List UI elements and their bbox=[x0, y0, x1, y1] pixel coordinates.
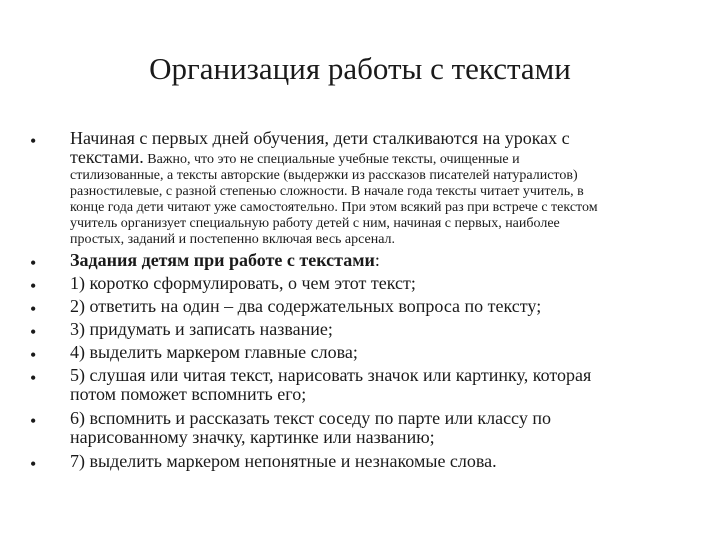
bullet-task: • bbox=[30, 345, 37, 365]
bullet-task: • bbox=[30, 299, 37, 319]
task-line: нарисованному значку, картинке или названию; bbox=[70, 427, 435, 447]
bullet-intro: • bbox=[30, 131, 37, 151]
tasks-heading-colon: : bbox=[374, 250, 380, 270]
task-line: 7) выделить маркером непонятные и незнакомые слова. bbox=[70, 451, 497, 471]
intro-small-line: разностилевые, с разной степенью сложности. В начале года тексты читает учитель, в bbox=[70, 184, 584, 199]
task-item bbox=[70, 366, 700, 404]
bullet-task: • bbox=[30, 322, 37, 342]
task-item bbox=[70, 452, 700, 471]
intro-line-1: Начиная с первых дней обучения, дети сталкиваются на уроках с bbox=[70, 128, 570, 148]
task-line: 5) слушая или читая текст, нарисовать значок или картинку, которая bbox=[70, 365, 592, 385]
task-line: 1) коротко сформулировать, о чем этот текст; bbox=[70, 273, 416, 293]
intro-small-line: простых, заданий и постепенно включая весь арсенал. bbox=[70, 232, 396, 247]
task-line: 4) выделить маркером главные слова; bbox=[70, 342, 358, 362]
task-line: 2) ответить на один – два содержательных вопроса по тексту; bbox=[70, 296, 542, 316]
bullet-task: • bbox=[30, 368, 37, 388]
intro-line-2 bbox=[70, 148, 700, 168]
slide-title: Организация работы с текстами bbox=[149, 51, 571, 86]
tasks-heading-bold: Задания детям при работе с текстами bbox=[70, 250, 375, 270]
intro-small-line: стилизованные, а тексты авторские (выдержки из рассказов писателей натуралистов) bbox=[70, 168, 578, 183]
intro-paragraph bbox=[70, 129, 700, 248]
task-item bbox=[70, 343, 700, 362]
bullet-task: • bbox=[30, 454, 37, 474]
task-item bbox=[70, 274, 700, 293]
bullet-heading: • bbox=[30, 253, 37, 273]
intro-line-2-lead: текстами. bbox=[70, 147, 144, 167]
bullet-task: • bbox=[30, 276, 37, 296]
task-item bbox=[70, 297, 700, 316]
tasks-heading bbox=[70, 251, 700, 270]
task-item bbox=[70, 320, 700, 339]
intro-small-line: конце года дети читают уже самостоятельно. При этом всякий раз при встрече с текстом bbox=[70, 200, 598, 215]
intro-small-line: учитель организует специальную работу детей с ним, начиная с первых, наиболее bbox=[70, 216, 560, 231]
task-line: потом поможет вспомнить его; bbox=[70, 384, 307, 404]
task-item bbox=[70, 409, 700, 447]
task-line: 3) придумать и записать название; bbox=[70, 319, 333, 339]
task-line: 6) вспомнить и рассказать текст соседу по парте или классу по bbox=[70, 408, 551, 428]
bullet-task: • bbox=[30, 411, 37, 431]
intro-line-2-tail: Важно, что это не специальные учебные тексты, очищенные и bbox=[143, 152, 520, 167]
